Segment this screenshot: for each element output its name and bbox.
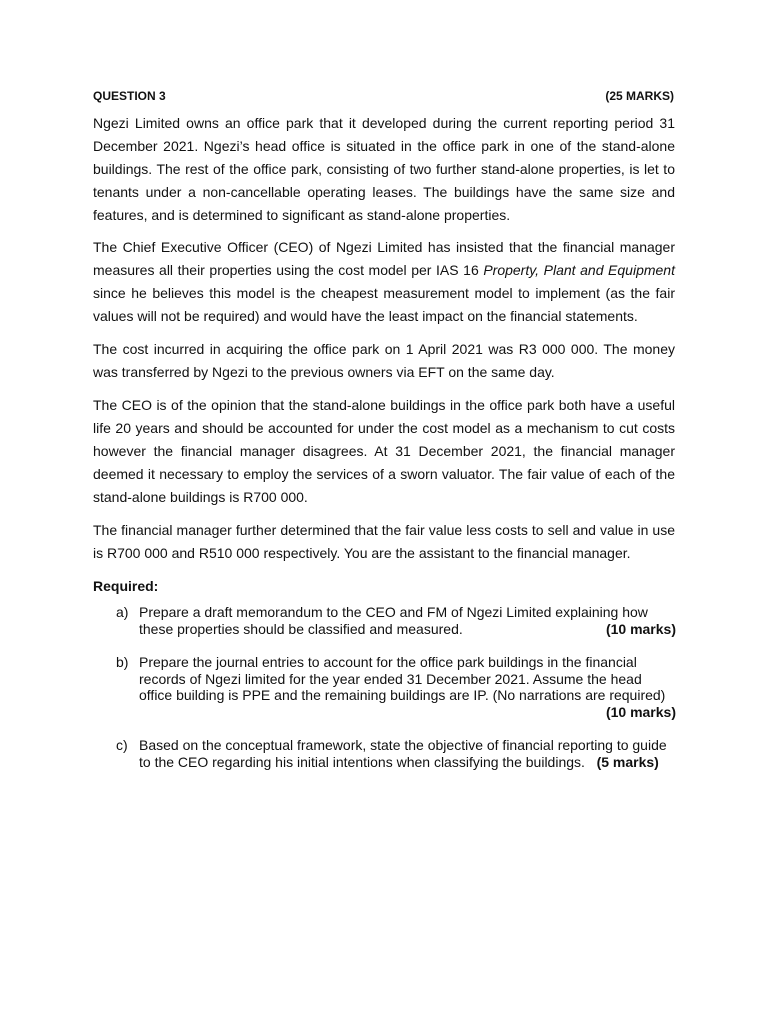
paragraph-ceo-text-start: The Chief Executive Officer (CEO) of Ngezi Limited has insisted that the financial manager measures all their properties using the cost model per IAS 16 [93, 239, 675, 278]
item-line: these properties should be classified and measured. [139, 620, 463, 637]
paragraph-ceo-cost-model [93, 236, 675, 328]
item-line: office building is PPE and the remaining buildings are IP. (No narrations are required) [139, 687, 666, 703]
question-title: QUESTION 3 [93, 89, 166, 103]
item-text [139, 737, 676, 770]
paragraph-office-park: Ngezi Limited owns an office park that it developed during the current reporting period 31 December 2021. Ngezi’s head office is situated in the office park in one of the stand-alone buildings. The rest of the office park, consisting of two further stand-alone properties, is let to tenants under a non-cancellable operating leases. The buildings have the same size and features, and is determined to significant as stand-alone properties. [93, 115, 675, 223]
paragraph-useful-life: The CEO is of the opinion that the stand-alone buildings in the office park both have a useful life 20 years and should be accounted for under the cost model as a mechanism to cut costs however the financial manager disagrees. At 31 December 2021, the financial manager deemed it necessary to employ the services of a sworn valuator. The fair value of each of the stand-alone buildings is R700 000. [93, 397, 675, 505]
item-letter: a) [116, 604, 129, 620]
item-marks: (5 marks) [596, 753, 659, 770]
question-heading [93, 87, 674, 105]
item-line: Prepare a draft memorandum to the CEO and FM of Ngezi Limited explaining how [139, 604, 648, 620]
item-marks: (10 marks) [605, 620, 676, 637]
paragraph-fair-value: The financial manager further determined that the fair value less costs to sell and value in use is R700 000 and R510 000 respectively. You are the assistant to the financial manager. [93, 522, 675, 561]
item-line-with-marks [139, 754, 676, 771]
item-text [139, 654, 676, 720]
item-line: to the CEO regarding his initial intentions when classifying the buildings. [139, 753, 585, 770]
question-total-marks: (25 MARKS) [605, 89, 674, 103]
item-letter: c) [116, 737, 128, 753]
item-letter: b) [116, 654, 129, 670]
item-marks: (10 marks) [605, 703, 676, 720]
paragraph-acquisition-cost: The cost incurred in acquiring the office park on 1 April 2021 was R3 000 000. The money was transferred by Ngezi to the previous owners via EFT on the same day. [93, 341, 675, 380]
item-line-with-marks [139, 621, 676, 638]
item-line: Prepare the journal entries to account for the office park buildings in the financial [139, 654, 637, 670]
item-line: records of Ngezi limited for the year ended 31 December 2021. Assume the head [139, 670, 642, 687]
paragraph-ceo-text-end: since he believes this model is the cheapest measurement model to implement (as the fair values will not be required) and would have the least impact on the financial statements. [93, 285, 675, 324]
item-line: Based on the conceptual framework, state the objective of financial reporting to guide [139, 737, 667, 753]
ias16-standard-title: Property, Plant and Equipment [483, 262, 675, 278]
required-label: Required: [93, 578, 159, 594]
item-text [139, 604, 676, 637]
